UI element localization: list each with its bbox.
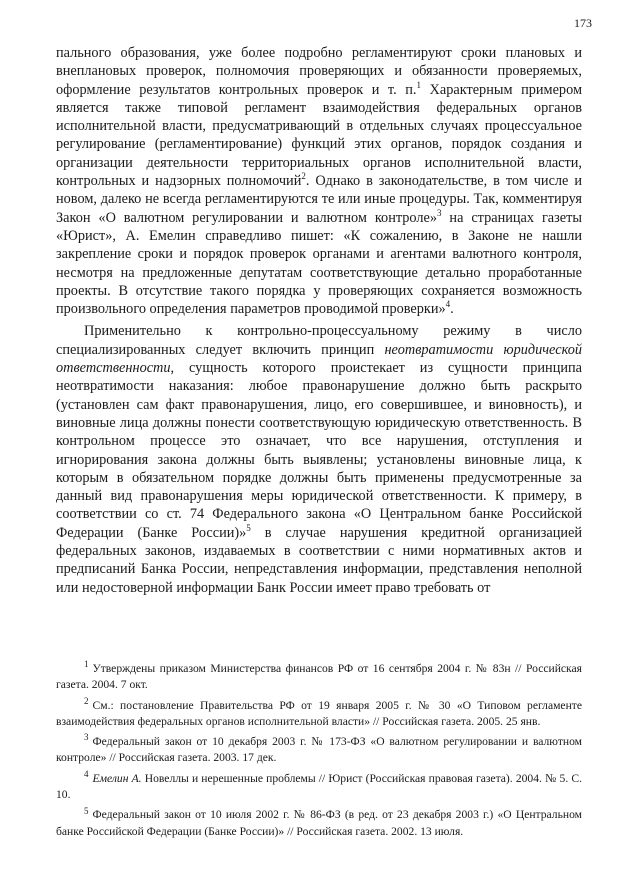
text-run: , сущность которого проистекает из сущности принципа неотвратимости наказания: любое правонарушение должно быть раскрыто (установлен сам факт правонарушения, лицо, его совершившее, и виновность), и виновные лица должны понести соответствующую юридическую ответственность. В контрольном процессе это означает, что все нарушения, отступления и игнорирования закона должны быть выявлены; установлены виновные лица, к которым в обязательном порядке должны быть применены предусмотренные за данный вид правонарушения меры юридической ответственности. К примеру, в соответствии со ст. 74 Федерального закона «О Центральном банке Российской Федерации (Банке России)» [56,360,582,541]
footnote-2 [56,695,582,731]
footnote-text: Федеральный закон от 10 декабря 2003 г. № 173-ФЗ «О валютном регулировании и валютном контроле» // Российская газета. 2003. 17 дек. [56,735,582,765]
footnote-number: 5 [84,805,89,816]
footnote-text: Новеллы и нерешенные проблемы // Юрист (Российская правовая газета). 2004. № 5. С. 10. [56,771,582,802]
footnote-1 [56,661,582,694]
text-run: . [450,301,454,318]
footnote-number: 1 [84,659,89,670]
text-run: . Однако в законодательстве, в том числе и новом, далеко не всегда регламентируются те или иные процедуры. Так, комментируя Закон «О валютном регулировании и валютном контроле» [56,173,582,226]
footnote-text: См.: постановление Правительства РФ от 19 января 2005 г. № 30 «О Типовом регламенте взаимодействия федеральных органов исполнительной власти» // Российская газета. 2005. 25 янв. [56,698,582,728]
footnote-3 [56,734,582,767]
footnote-ref-3: 3 [437,207,442,218]
paragraph-2 [56,322,582,596]
footnote-ref-1: 1 [416,79,421,90]
footnote-author: Емелин А. [92,771,142,785]
text-run: в случае нарушения кредитной организацией федеральных законов, издаваемых в соответствии с ними нормативных актов и предписаний Банка России, непредставления информации, представления неполной или недостоверной информации Банк России имеет право требовать от [56,524,582,596]
footnote-ref-4: 4 [445,299,451,310]
footnote-5 [56,807,582,840]
footnotes [56,661,582,844]
paragraph-1 [56,44,582,318]
footnote-number: 2 [84,695,89,706]
text-run: Применительно к контрольно-процессуальному режиму в число специализированных следует включить принцип [56,323,582,358]
footnote-ref-2: 2 [301,171,306,182]
emphasis-term: неотвратимости юридической ответственности [56,341,583,377]
footnote-number: 4 [84,768,89,779]
footnote-4 [56,768,582,804]
main-text [56,44,582,597]
text-run: на страницах газеты «Юрист», А. Емелин справедливо пишет: «К сожалению, в Законе не нашли закрепление сроки и порядок проверок органами и агентами валютного контроля, несмотря на предложенные депутатам соответствующие детально проработанные проекты. В отсутствие такого порядка у проверяющих сохраняется возможность произвольного определения параметров проводимой проверки» [56,209,582,318]
footnote-ref-5: 5 [246,522,251,533]
text-run: Характерным примером является также типовой регламент взаимодействия федеральных органов исполнительной власти, предусматривающий в отдельных случаях процессуальное регулирование (регламентирование) функций этих органов, порядок создания и организации деятельности территориальных органов исполнительной власти, контрольных и надзорных полномочий [56,81,582,190]
footnote-text: Федеральный закон от 10 июля 2002 г. № 86-ФЗ (в ред. от 23 декабря 2003 г.) «О Центральном банке Российской Федерации (Банке России)» // Российская газета. 2002. 13 июля. [56,808,582,838]
footnote-text: Утверждены приказом Министерства финансов РФ от 16 сентября 2004 г. № 83н // Российская газета. 2004. 7 окт. [56,662,582,692]
text-run: пального образования, уже более подробно регламентируют сроки плановых и внеплановых проверок, полномочия проверяющих и обязанности проверяемых, оформление результатов контрольных проверок и т. п. [56,45,582,98]
page-number: 173 [574,16,592,30]
footnote-number: 3 [84,732,89,743]
